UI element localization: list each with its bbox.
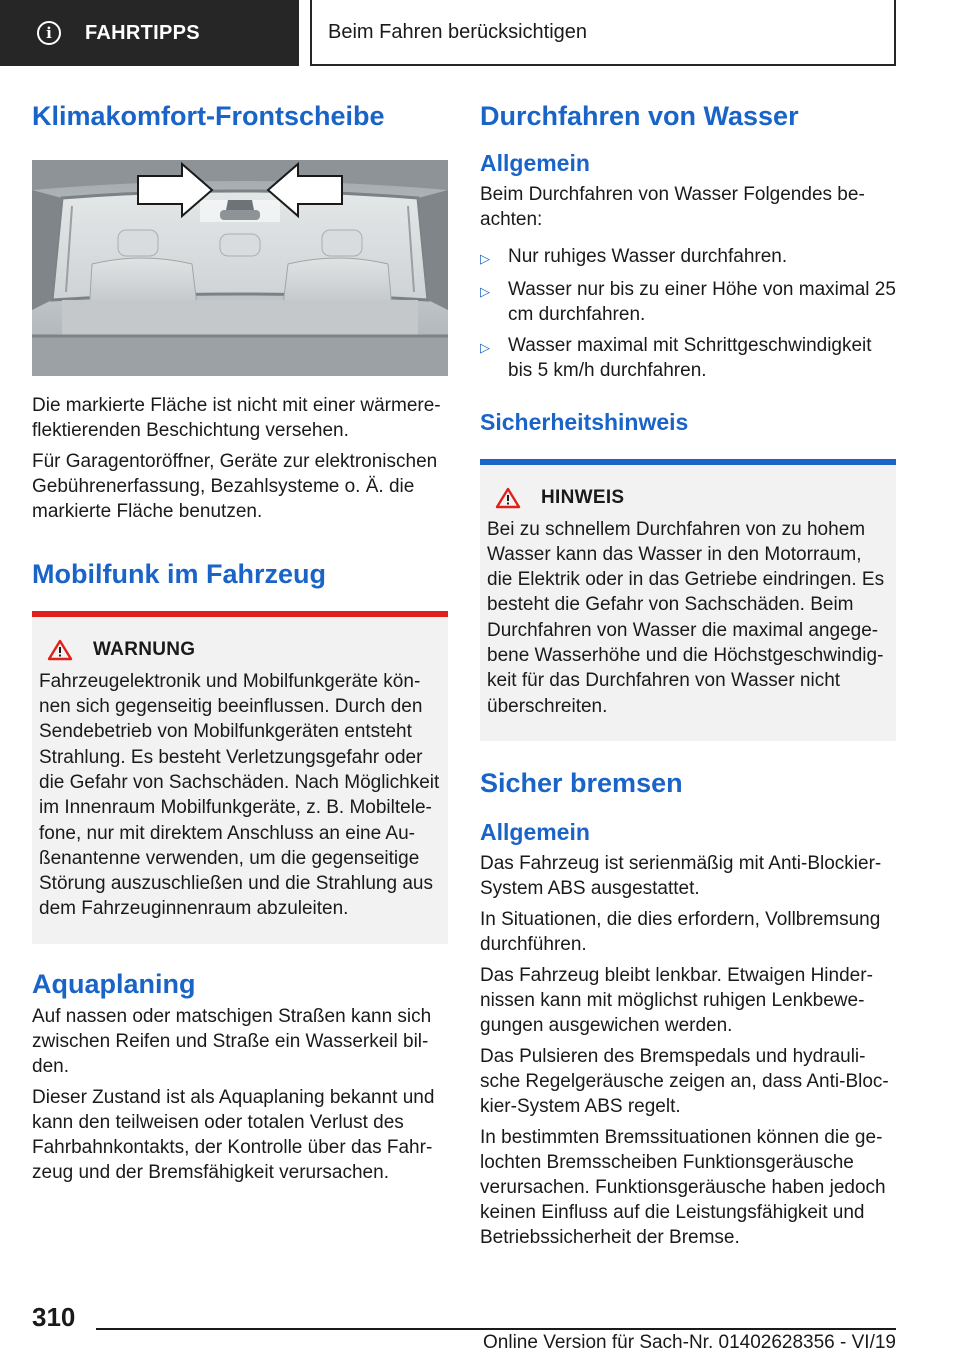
wasser-bullet-list (480, 244, 896, 383)
list-item: ▷ Wasser maximal mit Schrittgeschwindigkeit bis 5 km/h durchfahren. (480, 334, 872, 381)
warning-label: WARNUNG (93, 638, 196, 660)
footer-version: Online Version für Sach-Nr. 01402628356 - VI/19 (483, 1332, 896, 1353)
windshield-illustration (32, 160, 448, 376)
aqua-paragraph-1: Auf nassen oder matschigen Straßen kann sich zwischen Reifen und Straße ein Wasserkeil bilden. (32, 1006, 432, 1078)
chapter-title: Beim Fahren berücksichtigen (310, 0, 896, 66)
subheading-sicherheitshinweis: Sicherheitshinweis (480, 408, 689, 435)
hinweis-note (480, 459, 896, 741)
heading-aquaplaning: Aquaplaning (32, 968, 196, 999)
brems-paragraph-5: In bestimmten Bremssituationen können die gelochten Bremsscheiben Funktionsgeräusche verursachen. Funktionsgeräusche haben jedoch keinen Einfluss auf die Leistungsfähigkeit und Betriebssicherheit der Bremse. (480, 1126, 886, 1248)
brems-paragraph-4: Das Pulsieren des Bremspedals und hydraulische Regelgeräusche zeigen an, dass Anti-Blockier-System ABS regelt. (480, 1045, 889, 1117)
aqua-paragraph-2: Dieser Zustand ist als Aquaplaning bekannt und kann den teilweisen oder totalen Verlust des Fahrbahnkontakts, der Kontrolle über das Fahrzeug und der Bremsfähigkeit verursachen. (32, 1087, 435, 1184)
triangle-bullet-icon: ▷ (480, 283, 490, 299)
warning-triangle-icon (47, 639, 73, 661)
klima-paragraph-2: Für Garagentoröffner, Geräte zur elektronischen Gebührenerfassung, Bezahlsysteme o. Ä. die markierte Fläche benutzen. (32, 451, 438, 523)
subheading-allgemein-2: Allgemein (480, 819, 590, 846)
heading-mobilfunk: Mobilfunk im Fahrzeug (32, 559, 326, 590)
warning-text: Fahrzeugelektronik und Mobilfunkgeräte können sich gegenseitig beeinflussen. Durch den Sendebetrieb von Mobilfunkgeräten entsteht Strahlung. Es besteht Verletzungsgefahr oder die Gefahr von Sachschäden. Nach Möglichkeit im Innenraum Mobilfunkgeräte, z. B. Mobiltelefone, nur mit direktem Anschluss an eine Außenantenne verwenden, um die gegenseitige Störung auszuschließen und die Strahlung aus dem Fahrzeuginnenraum abzuleiten. (39, 670, 440, 920)
hinweis-text: Bei zu schnellem Durchfahren von zu hohem Wasser kann das Wasser in den Motorraum, die Elektrik oder in das Getriebe eindringen. Es besteht die Gefahr von Sachschäden. Beim Durchfahren von Wasser die maximal angegebene Wasserhöhe und die Höchstgeschwindigkeit für das Durchfahren von Wasser nicht überschreiten. (487, 518, 885, 717)
wasser-intro: Beim Durchfahren von Wasser Folgendes beachten: (480, 183, 865, 230)
right-column (480, 100, 896, 1250)
brems-paragraph-2: In Situationen, die dies erfordern, Vollbremsung durchführen. (480, 908, 881, 955)
klima-paragraph-1: Die markierte Fläche ist nicht mit einer wärmereflektierenden Beschichtung versehen. (32, 395, 441, 442)
warning-note (32, 611, 448, 944)
section-title: FAHRTIPPS (85, 21, 200, 44)
list-item: ▷ Nur ruhiges Wasser durchfahren. (480, 244, 896, 271)
triangle-bullet-icon: ▷ (480, 250, 490, 266)
heading-sicher-bremsen: Sicher bremsen (480, 767, 683, 798)
brems-paragraph-3: Das Fahrzeug bleibt lenkbar. Etwaigen Hindernissen kann mit möglichst ruhigen Lenkbewegungen ausgewichen werden. (480, 964, 873, 1036)
brems-paragraph-1: Das Fahrzeug ist serienmäßig mit Anti-Blockier-System ABS ausgestattet. (480, 852, 882, 899)
heading-klimakomfort: Klimakomfort-Frontscheibe (32, 101, 385, 131)
footer-divider (96, 1328, 896, 1330)
list-item: ▷ Wasser nur bis zu einer Höhe von maximal 25 cm durchfahren. (480, 278, 896, 325)
triangle-bullet-icon: ▷ (480, 339, 490, 355)
hinweis-label: HINWEIS (541, 486, 625, 508)
left-column (32, 100, 448, 1185)
subheading-allgemein-1: Allgemein (480, 150, 590, 177)
info-icon: i (37, 21, 61, 45)
header-section-tab (0, 0, 299, 66)
page-number: 310 (32, 1302, 76, 1332)
heading-wasser: Durchfahren von Wasser (480, 101, 799, 131)
warning-triangle-icon (495, 487, 521, 509)
